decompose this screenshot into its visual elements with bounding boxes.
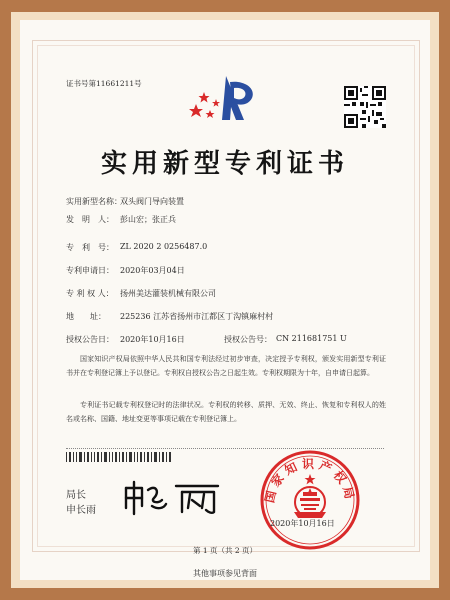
field-grant-date-value: 2020年10月16日 xyxy=(120,335,185,344)
footer-note: 其他事项参见背面 xyxy=(193,569,257,578)
field-inventor-value: 彭山宏；张正兵 xyxy=(120,215,176,224)
cnipa-logo-icon xyxy=(186,72,264,124)
field-address-value: 225236 江苏省扬州市江都区丁沟镇麻村村 xyxy=(120,312,274,321)
official-seal-icon xyxy=(258,448,362,552)
handwritten-signature-icon xyxy=(118,478,228,516)
statement-paragraph-1: 国家知识产权局依照中华人民共和国专利法经过初步审查，决定授予专利权，颁发实用新型专利证书并在专利登记簿上予以登记。专利权自授权公告之日起生效。专利权期限为十年，自申请日起算。 xyxy=(66,355,386,377)
field-name-label: 实用新型名称： xyxy=(66,197,122,206)
page-indicator: 第 1 页（共 2 页） xyxy=(192,546,258,555)
signatory-name: 申长雨 xyxy=(66,505,96,516)
qr-code-icon xyxy=(344,86,386,128)
field-grant-no-label: 授权公告号： xyxy=(224,335,272,344)
seal-text: 国家知识产权局 xyxy=(262,457,358,505)
seal-date: 2020年10月16日 xyxy=(270,519,335,528)
statement-paragraph-2: 专利证书记载专利权登记时的法律状况。专利权的转移、质押、无效、终止、恢复和专利权人的姓名或名称、国籍、地址变更等事项记载在专利登记簿上。 xyxy=(66,401,386,423)
field-patentee-value: 扬州美达灌装机械有限公司 xyxy=(120,289,216,298)
field-patentee-label: 专 利 权 人： xyxy=(66,289,114,298)
field-name-value: 双头阀门导向装置 xyxy=(120,197,184,206)
signatory-title: 局长 xyxy=(66,490,86,501)
field-patent-no-label: 专 利 号： xyxy=(66,243,114,252)
field-grant-date-label: 授权公告日： xyxy=(66,335,114,344)
field-filing-date-label: 专利申请日： xyxy=(66,266,114,275)
field-address-label: 地 址： xyxy=(66,312,106,321)
field-patent-no-value: ZL 2020 2 0256487.0 xyxy=(120,242,208,251)
certificate-title: 实用新型专利证书 xyxy=(100,149,349,179)
certificate-number: 证书号第11661211号 xyxy=(66,79,142,88)
field-grant-no-value: CN 211681751 U xyxy=(276,334,347,343)
field-inventor-label: 发 明 人： xyxy=(66,215,114,224)
field-filing-date-value: 2020年03月04日 xyxy=(120,266,185,275)
barcode-strip-icon xyxy=(66,452,172,462)
